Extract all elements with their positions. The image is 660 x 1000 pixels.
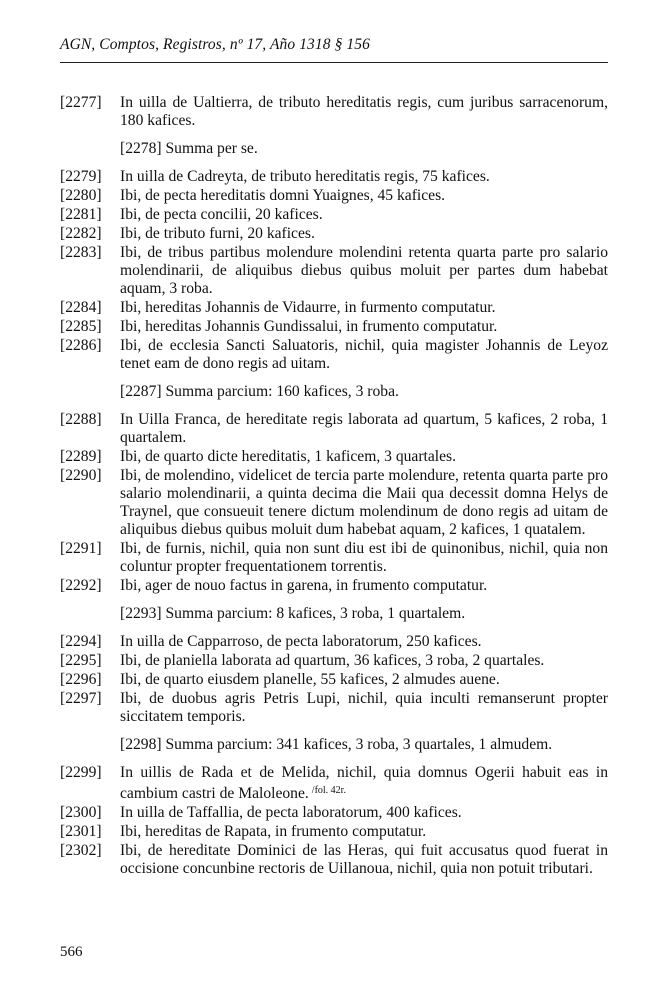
entry-number: [2292] — [60, 576, 102, 594]
entry-text — [120, 299, 608, 317]
entry-number: [2286] — [60, 337, 102, 355]
entry-item — [60, 187, 608, 205]
entry-item — [60, 823, 608, 841]
entry-text — [120, 94, 608, 130]
entry-text-content: Ibi, de furnis, nichil, quia non sunt diu est ibi de quinonibus, nichil, quia non coluntur propter frequentationem torrentis. — [120, 539, 608, 575]
entry-number: [2300] — [60, 803, 102, 821]
entry-item — [60, 690, 608, 726]
entry-number: [2295] — [60, 651, 102, 669]
entry-number: [2290] — [60, 467, 102, 484]
entry-number: [2302] — [60, 841, 102, 859]
entry-number: [2294] — [60, 632, 102, 650]
document-body — [60, 94, 608, 879]
entry-number: [2281] — [60, 205, 102, 223]
entry-text-content: Ibi, de ecclesia Sancti Saluatoris, nichil, quia magister Johannis de Leyoz tenet eam de dono regis ad uitam. — [120, 337, 608, 373]
entry-item — [60, 168, 608, 186]
entry-item — [60, 577, 608, 595]
summa-line: [2287] Summa parcium: 160 kafices, 3 roba. — [120, 383, 399, 400]
entry-text — [120, 804, 608, 822]
entry-text — [120, 411, 608, 447]
entry-text-content: In uilla de Ualtierra, de tributo hereditatis regis, cum juribus sarracenorum, 180 kafices. — [120, 94, 608, 129]
entry-text-content: Ibi, hereditas Johannis de Vidaurre, in furmento computatur. — [120, 299, 496, 316]
entry-text — [120, 168, 608, 186]
running-header: AGN, Comptos, Registros, nº 17, Año 1318 § 156 — [60, 36, 370, 53]
entry-number: [2296] — [60, 670, 102, 688]
header-rule — [60, 62, 608, 63]
entry-item — [60, 652, 608, 670]
entry-text — [120, 206, 608, 224]
entry-text — [120, 690, 608, 726]
entry-item — [60, 225, 608, 243]
entry-text-content: Ibi, de tribus partibus molendure molendini retenta quarta parte pro salario molendinarii, de aliquibus diebus quibus moluit per partes dum habebat aquam, 3 roba. — [120, 244, 608, 297]
folio-marker: /fol. 42r. — [311, 784, 346, 796]
entry-text — [120, 225, 608, 243]
entry-text — [120, 318, 608, 336]
entry-item — [60, 244, 608, 298]
entry-number: [2283] — [60, 244, 102, 262]
entry-item — [60, 318, 608, 336]
entry-number: [2297] — [60, 689, 102, 707]
entry-number: [2284] — [60, 299, 102, 316]
entry-text-content: Ibi, de molendino, videlicet de tercia parte molendure, retenta quarta parte pro salario molendinarii, a quinta decima die Maii qua decessit domna Helys de Traynel, que consueuit tenere dictum molendinum de dono regis ad uitam de aliquibus diebus quibus moluit dum habebat aquam, 2 kafices, 1 quatalem. — [120, 467, 608, 538]
entry-text-content: In Uilla Franca, de hereditate regis laborata ad quartum, 5 kafices, 2 roba, 1 quartalem. — [120, 410, 608, 446]
entry-text-content: Ibi, de duobus agris Petris Lupi, nichil, quia inculti remanserunt propter siccitatem temporis. — [120, 689, 608, 725]
entry-number: [2282] — [60, 225, 102, 242]
entry-text-content: Ibi, de tributo furni, 20 kafices. — [120, 225, 315, 242]
entry-text-content: In uilla de Cadreyta, de tributo hereditatis regis, 75 kafices. — [120, 167, 490, 185]
entry-item — [60, 337, 608, 373]
entry-text-content: Ibi, ager de nouo factus in garena, in frumento computatur. — [120, 576, 488, 594]
entry-number: [2299] — [60, 763, 102, 781]
entry-text — [120, 337, 608, 373]
entry-number: [2280] — [60, 186, 102, 204]
entry-text — [120, 467, 608, 539]
entry-item — [60, 206, 608, 224]
entry-number: [2277] — [60, 94, 102, 111]
entry-text-content: Ibi, de quarto eiusdem planelle, 55 kafices, 2 almudes auene. — [120, 670, 500, 688]
entry-text — [120, 652, 608, 670]
entry-text-content: In uilla de Taffallia, de pecta laboratorum, 400 kafices. — [120, 803, 462, 821]
entry-number: [2288] — [60, 410, 102, 428]
entry-text-content: In uillis de Rada et de Melida, nichil, quia domnus Ogerii habuit eas in cambium castri de Maloleone. — [120, 763, 608, 802]
entry-text-content: Ibi, de pecta hereditatis domni Yuaignes, 45 kafices. — [120, 186, 446, 204]
entry-item — [60, 94, 608, 130]
entry-number: [2289] — [60, 447, 102, 465]
entry-text — [120, 540, 608, 576]
entry-number: [2301] — [60, 822, 102, 840]
entry-text — [120, 244, 608, 298]
entry-text-content: Ibi, de hereditate Dominici de las Heras, qui fuit accusatus quod fuerat in occisione concunbine rectoris de Uillanoua, nichil, quia non potuit tributari. — [120, 841, 608, 877]
entry-text — [120, 448, 608, 466]
entry-text — [120, 187, 608, 205]
entry-number: [2291] — [60, 539, 102, 557]
entry-number: [2279] — [60, 167, 102, 185]
entry-text-content: In uilla de Capparroso, de pecta laboratorum, 250 kafices. — [120, 632, 482, 650]
entry-item — [60, 633, 608, 651]
entry-item — [60, 448, 608, 466]
entry-text-content: Ibi, de planiella laborata ad quartum, 36 kafices, 3 roba, 2 quartales. — [120, 651, 545, 669]
entry-item — [60, 804, 608, 822]
entry-item — [60, 467, 608, 539]
summa-line: [2278] Summa per se. — [120, 139, 258, 157]
entry-item — [60, 764, 608, 803]
entry-item — [60, 540, 608, 576]
entry-text — [120, 842, 608, 878]
summa-line: [2298] Summa parcium: 341 kafices, 3 roba, 3 quartales, 1 almudem. — [120, 735, 553, 753]
entry-item — [60, 671, 608, 689]
summa-line: [2293] Summa parcium: 8 kafices, 3 roba, 1 quartalem. — [120, 604, 466, 622]
entry-text — [120, 577, 608, 595]
entry-item — [60, 299, 608, 317]
entry-text — [120, 633, 608, 651]
entry-text-content: Ibi, de quarto dicte hereditatis, 1 kaficem, 3 quartales. — [120, 447, 457, 465]
entry-text-content: Ibi, hereditas Johannis Gundissalui, in frumento computatur. — [120, 318, 498, 336]
entry-number: [2285] — [60, 318, 102, 336]
entry-item — [60, 842, 608, 878]
entry-text — [120, 764, 608, 803]
entry-item — [60, 411, 608, 447]
page-number: 566 — [60, 944, 83, 960]
entry-text — [120, 823, 608, 841]
entry-text-content: Ibi, hereditas de Rapata, in frumento computatur. — [120, 822, 427, 840]
entry-text — [120, 671, 608, 689]
entry-text-content: Ibi, de pecta concilii, 20 kafices. — [120, 205, 323, 223]
